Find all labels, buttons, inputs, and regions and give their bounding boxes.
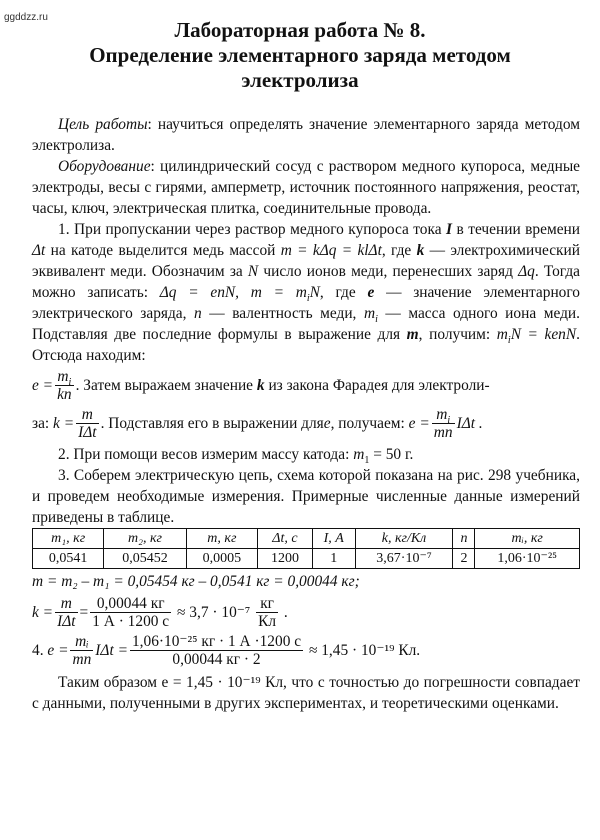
frac-k-num: m [76, 406, 98, 424]
equation-k-line [32, 406, 580, 441]
var-I: I [446, 221, 453, 238]
calc-k-frac-2 [90, 595, 171, 630]
step1-text-k: — масса одного иона меди. Подставляя две последние формулы в выражение для [32, 305, 580, 343]
step2-sub: 1 [364, 455, 370, 467]
document-body [32, 114, 580, 714]
eq-k-text2: , получаем: [330, 415, 405, 432]
eq-k-lhs2: e = [408, 415, 430, 432]
eq-k-pre: за: [32, 415, 50, 432]
goal-paragraph [32, 114, 580, 156]
step1-text-i: — значение элементарного электрического заряда, [32, 284, 581, 322]
frac-e-den: mn [433, 424, 453, 441]
step1-text-e: — электрохимический эквивалент меди. Обозначим за [32, 242, 580, 280]
calc-e-line [32, 633, 580, 668]
table-header-cell: mᵢ, кг [475, 529, 580, 549]
calc-k-num1: m [55, 595, 77, 613]
frac-k-den: IΔt [78, 424, 97, 441]
title-line-3: электролиза [241, 68, 359, 92]
calc-k-frac-1 [55, 595, 77, 630]
calc-k-den1: IΔt [57, 613, 76, 630]
calc-e-lhs: e = [47, 642, 69, 659]
var-mi: m [363, 305, 376, 322]
watermark: ggddzz.ru [4, 12, 48, 23]
calc-e-result: ≈ 1,45 · 10⁻¹⁹ Кл. [308, 642, 421, 659]
table-cell: 0,0005 [186, 549, 257, 569]
fraction-m-idt [76, 406, 98, 441]
calc-k-line [32, 595, 580, 630]
formula-charge-sub: i [306, 293, 310, 305]
step-2-paragraph [32, 444, 580, 465]
table-header-cell: m₂, кг [104, 529, 186, 549]
calc-e-frac-1 [70, 633, 93, 668]
goal-text: : научиться определять значение элементарного заряда методом электролиза. [32, 116, 580, 154]
table-cell: 1 [312, 549, 355, 569]
calc-e-num2: 1,06·10⁻²⁵ кг · 1 А ·1200 с [131, 633, 302, 650]
formula-ions-sub: i [507, 335, 511, 347]
step1-text-f: число ионов меди, перенесших заряд [258, 263, 519, 280]
table-header-cell: k, кг/Кл [355, 529, 453, 549]
eq-e-k: k [256, 377, 265, 394]
table-header-cell: m₁, кг [33, 529, 104, 549]
calc-k-frac-3 [256, 595, 278, 630]
step1-text-l: , получим: [418, 326, 497, 343]
step2-value: = 50 г. [369, 446, 414, 463]
eq-k-tail: IΔt . [456, 415, 483, 432]
calc-e-den2: 0,00044 кг · 2 [172, 651, 261, 668]
calc-k-approx: ≈ 3,7 · 10⁻⁷ [177, 604, 251, 621]
formula-charge: Δq = enN, m = m [159, 284, 307, 301]
step1-text-c: на катоде выделится медь массой [45, 242, 281, 259]
eq-k-e: e [323, 415, 331, 432]
frac-e-num [432, 406, 455, 427]
frac-num-m: m [57, 368, 69, 385]
var-n: n [194, 305, 202, 322]
calc-e-mid: IΔt = [95, 642, 128, 659]
eq-e-lhs: e = [32, 377, 54, 394]
table-row [33, 549, 580, 569]
table-header-cell: Δt, с [258, 529, 313, 549]
step1-text-h: , где [319, 284, 368, 301]
equipment-paragraph [32, 156, 580, 219]
table-cell: 3,67·10⁻⁷ [355, 549, 453, 569]
frac-e-num-m: m [436, 406, 448, 423]
frac-num [55, 368, 74, 389]
goal-label: Цель работы [58, 116, 148, 133]
formula-mass: m = kΔq = klΔt [280, 242, 382, 259]
table-header-cell: n [453, 529, 475, 549]
frac-den: kn [57, 386, 72, 403]
var-dq: Δq [518, 263, 535, 280]
step2-m: m [353, 446, 365, 463]
frac-num-sub: i [68, 377, 72, 389]
step1-text-d: , где [381, 242, 417, 259]
table-cell: 1200 [258, 549, 313, 569]
step1-text-j: — валентность меди, [201, 305, 364, 322]
calc-e-frac-2 [130, 633, 303, 668]
conclusion-paragraph: Таким образом e = 1,45 · 10⁻¹⁹ Кл, что с точностью до погрешности совпадает с данными, полученными в других экспериментах, и теоретическими оценками. [32, 674, 580, 712]
calc-k-num3: кг [256, 595, 278, 613]
title-line-2: Определение элементарного заряда методом [89, 43, 511, 67]
table-cell: 2 [453, 549, 475, 569]
step-3-paragraph: 3. Соберем электрическую цепь, схема которой показана на рис. 298 учебника, и проведем необходимые измерения. Примерные численные данные измерений приведены в таблице. [32, 467, 580, 526]
var-dt: Δt [32, 242, 46, 259]
calc-e-pre: 4. [32, 642, 44, 659]
calc-k-num2: 0,00044 кг [90, 595, 171, 613]
step1-text-m: . Отсюда находим: [32, 326, 580, 364]
fraction-mi-mn [432, 406, 455, 441]
measurements-table [32, 528, 580, 569]
equation-e-line [32, 368, 580, 403]
equipment-text: : цилиндрический сосуд с раствором медного купороса, медные электроды, весы с гирями, амперметр, источник постоянного напряжения, реостат, часы, ключ, электрическая плитка, соединительные провода. [32, 158, 580, 217]
formula-charge-end: N [309, 284, 320, 301]
var-e: e [367, 284, 375, 301]
title-line-1: Лабораторная работа № 8. [174, 18, 426, 42]
formula-ions: m [496, 326, 508, 343]
var-N: N [247, 263, 259, 280]
page-title [20, 10, 580, 93]
var-k: k [416, 242, 425, 259]
table-cell: 0,0541 [33, 549, 104, 569]
table-header-row [33, 529, 580, 549]
calc-k-end: . [283, 604, 288, 621]
step1-text-b: в течении времени [452, 221, 580, 238]
step2-text: 2. При помощи весов измерим массу катода: [58, 446, 354, 463]
fraction-mi-kn [55, 368, 74, 403]
table-header-cell: m, кг [186, 529, 257, 549]
calc-e-num1: mᵢ [70, 633, 93, 651]
table-header-cell: I, А [312, 529, 355, 549]
table-cell: 1,06·10⁻²⁵ [475, 549, 580, 569]
calc-e-den1: mn [72, 651, 92, 668]
table-cell: 0,05452 [104, 549, 186, 569]
equipment-label: Оборудование [58, 158, 151, 175]
eq-e-text2: из закона Фарадея для электроли- [268, 377, 490, 394]
calc-k-lhs: k = [32, 604, 54, 621]
frac-e-num-sub: i [447, 415, 451, 427]
var-m: m [406, 326, 419, 343]
calc-m-line: m = m₂ – m₁ = 0,05454 кг – 0,0541 кг = 0,00044 кг; [32, 573, 360, 590]
eq-e-text: . Затем выражаем значение [75, 377, 254, 394]
calc-k-den3: Кл [258, 613, 277, 630]
step-1-paragraph [32, 219, 580, 366]
var-mi-sub: i [375, 314, 378, 326]
step1-text-a: 1. При пропускании через раствор медного купороса тока [58, 221, 447, 238]
calc-k-den2: 1 А · 1200 с [92, 613, 170, 630]
step1-text-g: . Тогда можно записать: [32, 263, 581, 301]
calc-k-eq: = [79, 604, 89, 621]
formula-ions-end: N = kenN [510, 326, 577, 343]
eq-k-lhs: k = [53, 415, 75, 432]
eq-k-text: . Подставляя его в выражении для [100, 415, 324, 432]
